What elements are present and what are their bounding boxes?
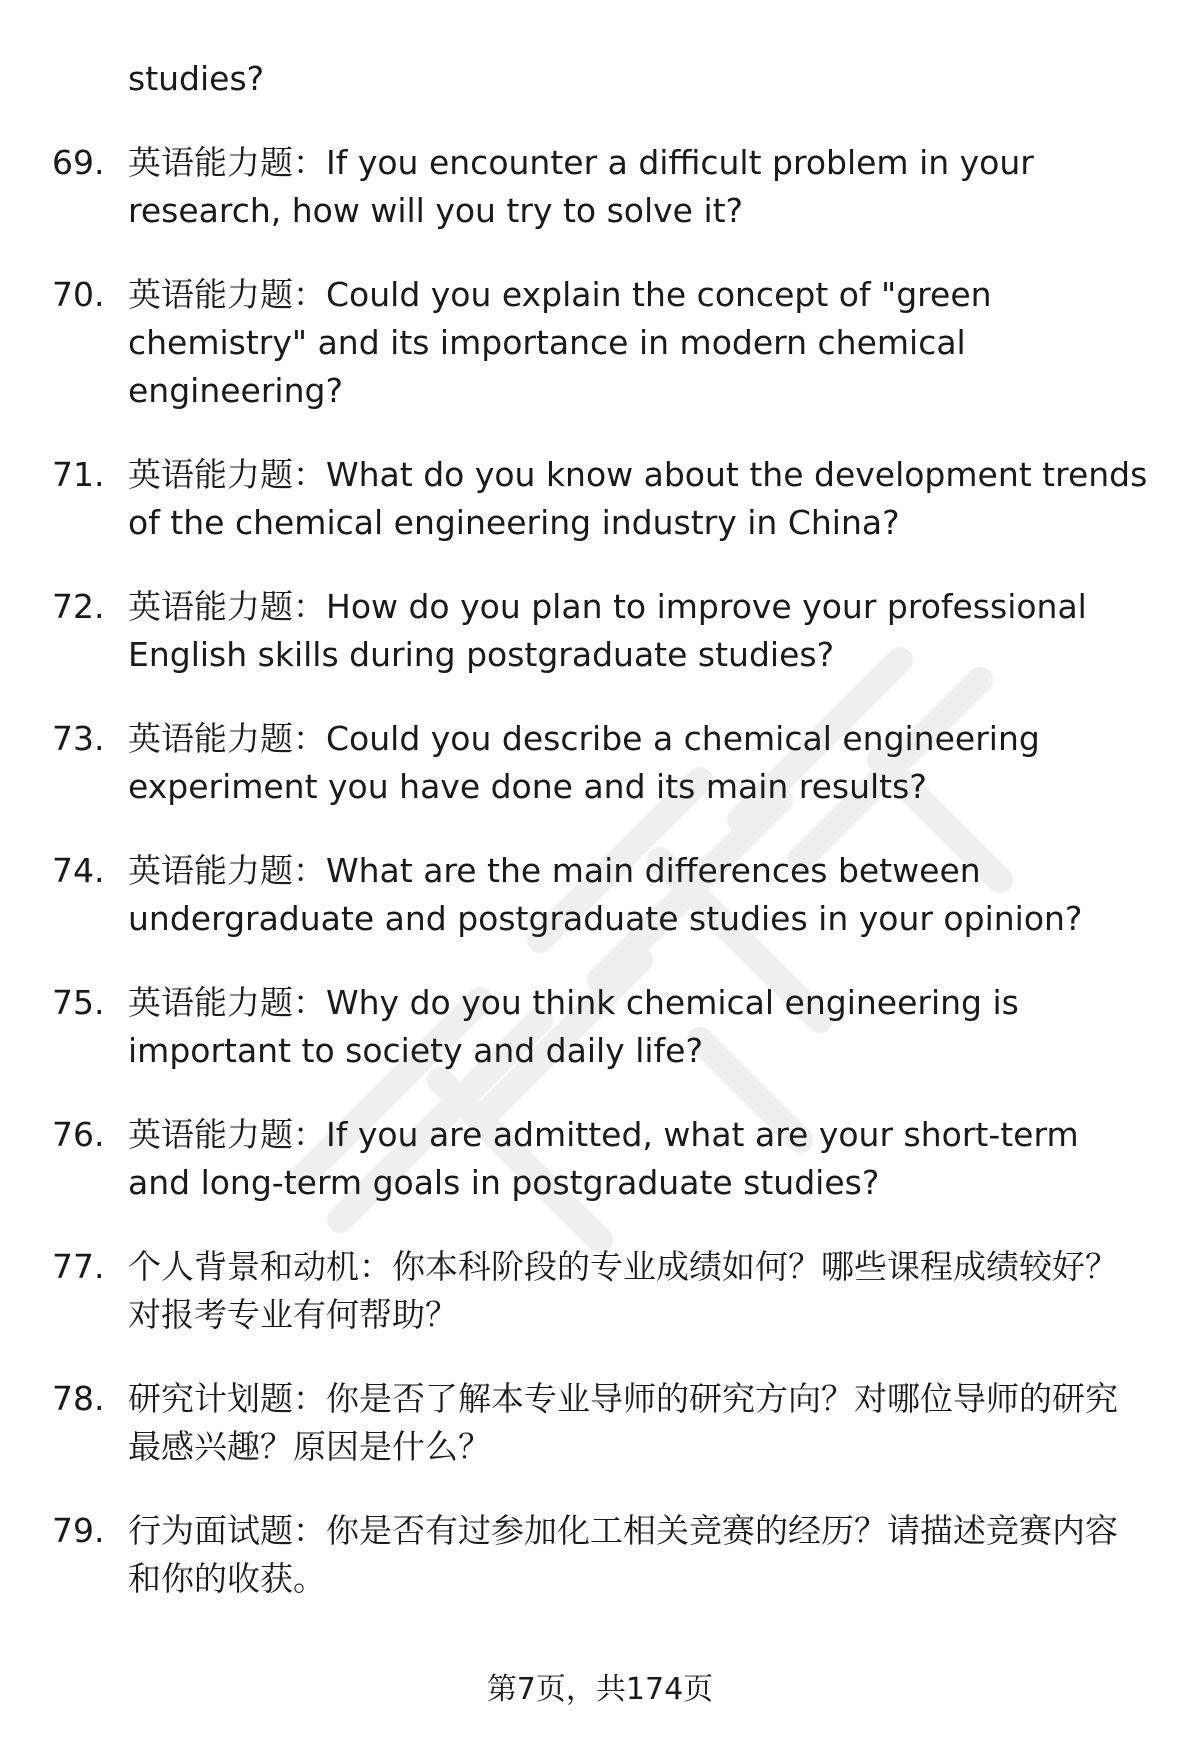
item-text: 英语能力题：Could you explain the concept of "green chemistry" and its importance in modern chemical engineering? — [128, 275, 992, 410]
item-number: 72. — [52, 587, 105, 626]
list-item — [0, 1243, 1200, 1339]
continuation-text: studies? — [128, 59, 265, 98]
list-item — [0, 979, 1200, 1075]
list-item — [0, 583, 1200, 679]
list-item — [0, 715, 1200, 811]
item-number: 74. — [52, 851, 105, 890]
item-text: 英语能力题：Why do you think chemical engineering is important to society and daily life? — [128, 983, 1019, 1070]
item-text: 研究计划题：你是否了解本专业导师的研究方向？对哪位导师的研究最感兴趣？原因是什么？ — [128, 1379, 1118, 1466]
item-text: 行为面试题：你是否有过参加化工相关竞赛的经历？请描述竞赛内容和你的收获。 — [128, 1511, 1118, 1598]
list-item — [0, 847, 1200, 943]
item-text: 英语能力题：What do you know about the development trends of the chemical engineering industry in China? — [128, 455, 1148, 542]
list-item — [0, 1375, 1200, 1471]
list-item — [0, 1111, 1200, 1207]
item-number: 73. — [52, 719, 105, 758]
item-number: 79. — [52, 1511, 105, 1550]
list-item — [0, 139, 1200, 235]
item-text: 个人背景和动机：你本科阶段的专业成绩如何？哪些课程成绩较好？对报考专业有何帮助？ — [128, 1247, 1118, 1334]
item-text: 英语能力题：What are the main differences between undergraduate and postgraduate studies in your opinion? — [128, 851, 1083, 938]
item-text: 英语能力题：If you encounter a difficult problem in your research, how will you try to solve it? — [128, 143, 1034, 230]
item-text: 英语能力题：Could you describe a chemical engineering experiment you have done and its main results? — [128, 719, 1040, 806]
item-text: 英语能力题：How do you plan to improve your professional English skills during postgraduate studies? — [128, 587, 1087, 674]
item-number: 76. — [52, 1115, 105, 1154]
list-item — [0, 1507, 1200, 1603]
page-footer: 第7页，共174页 — [486, 1672, 714, 1707]
item-number: 75. — [52, 983, 105, 1022]
item-number: 77. — [52, 1247, 105, 1286]
question-list — [0, 55, 1200, 1639]
item-number: 78. — [52, 1379, 105, 1418]
item-number: 70. — [52, 275, 105, 314]
item-number: 69. — [52, 143, 105, 182]
list-item — [0, 271, 1200, 415]
item-text: 英语能力题：If you are admitted, what are your short-term and long-term goals in postgraduate studies? — [128, 1115, 1079, 1202]
list-item — [0, 451, 1200, 547]
item-number: 71. — [52, 455, 105, 494]
